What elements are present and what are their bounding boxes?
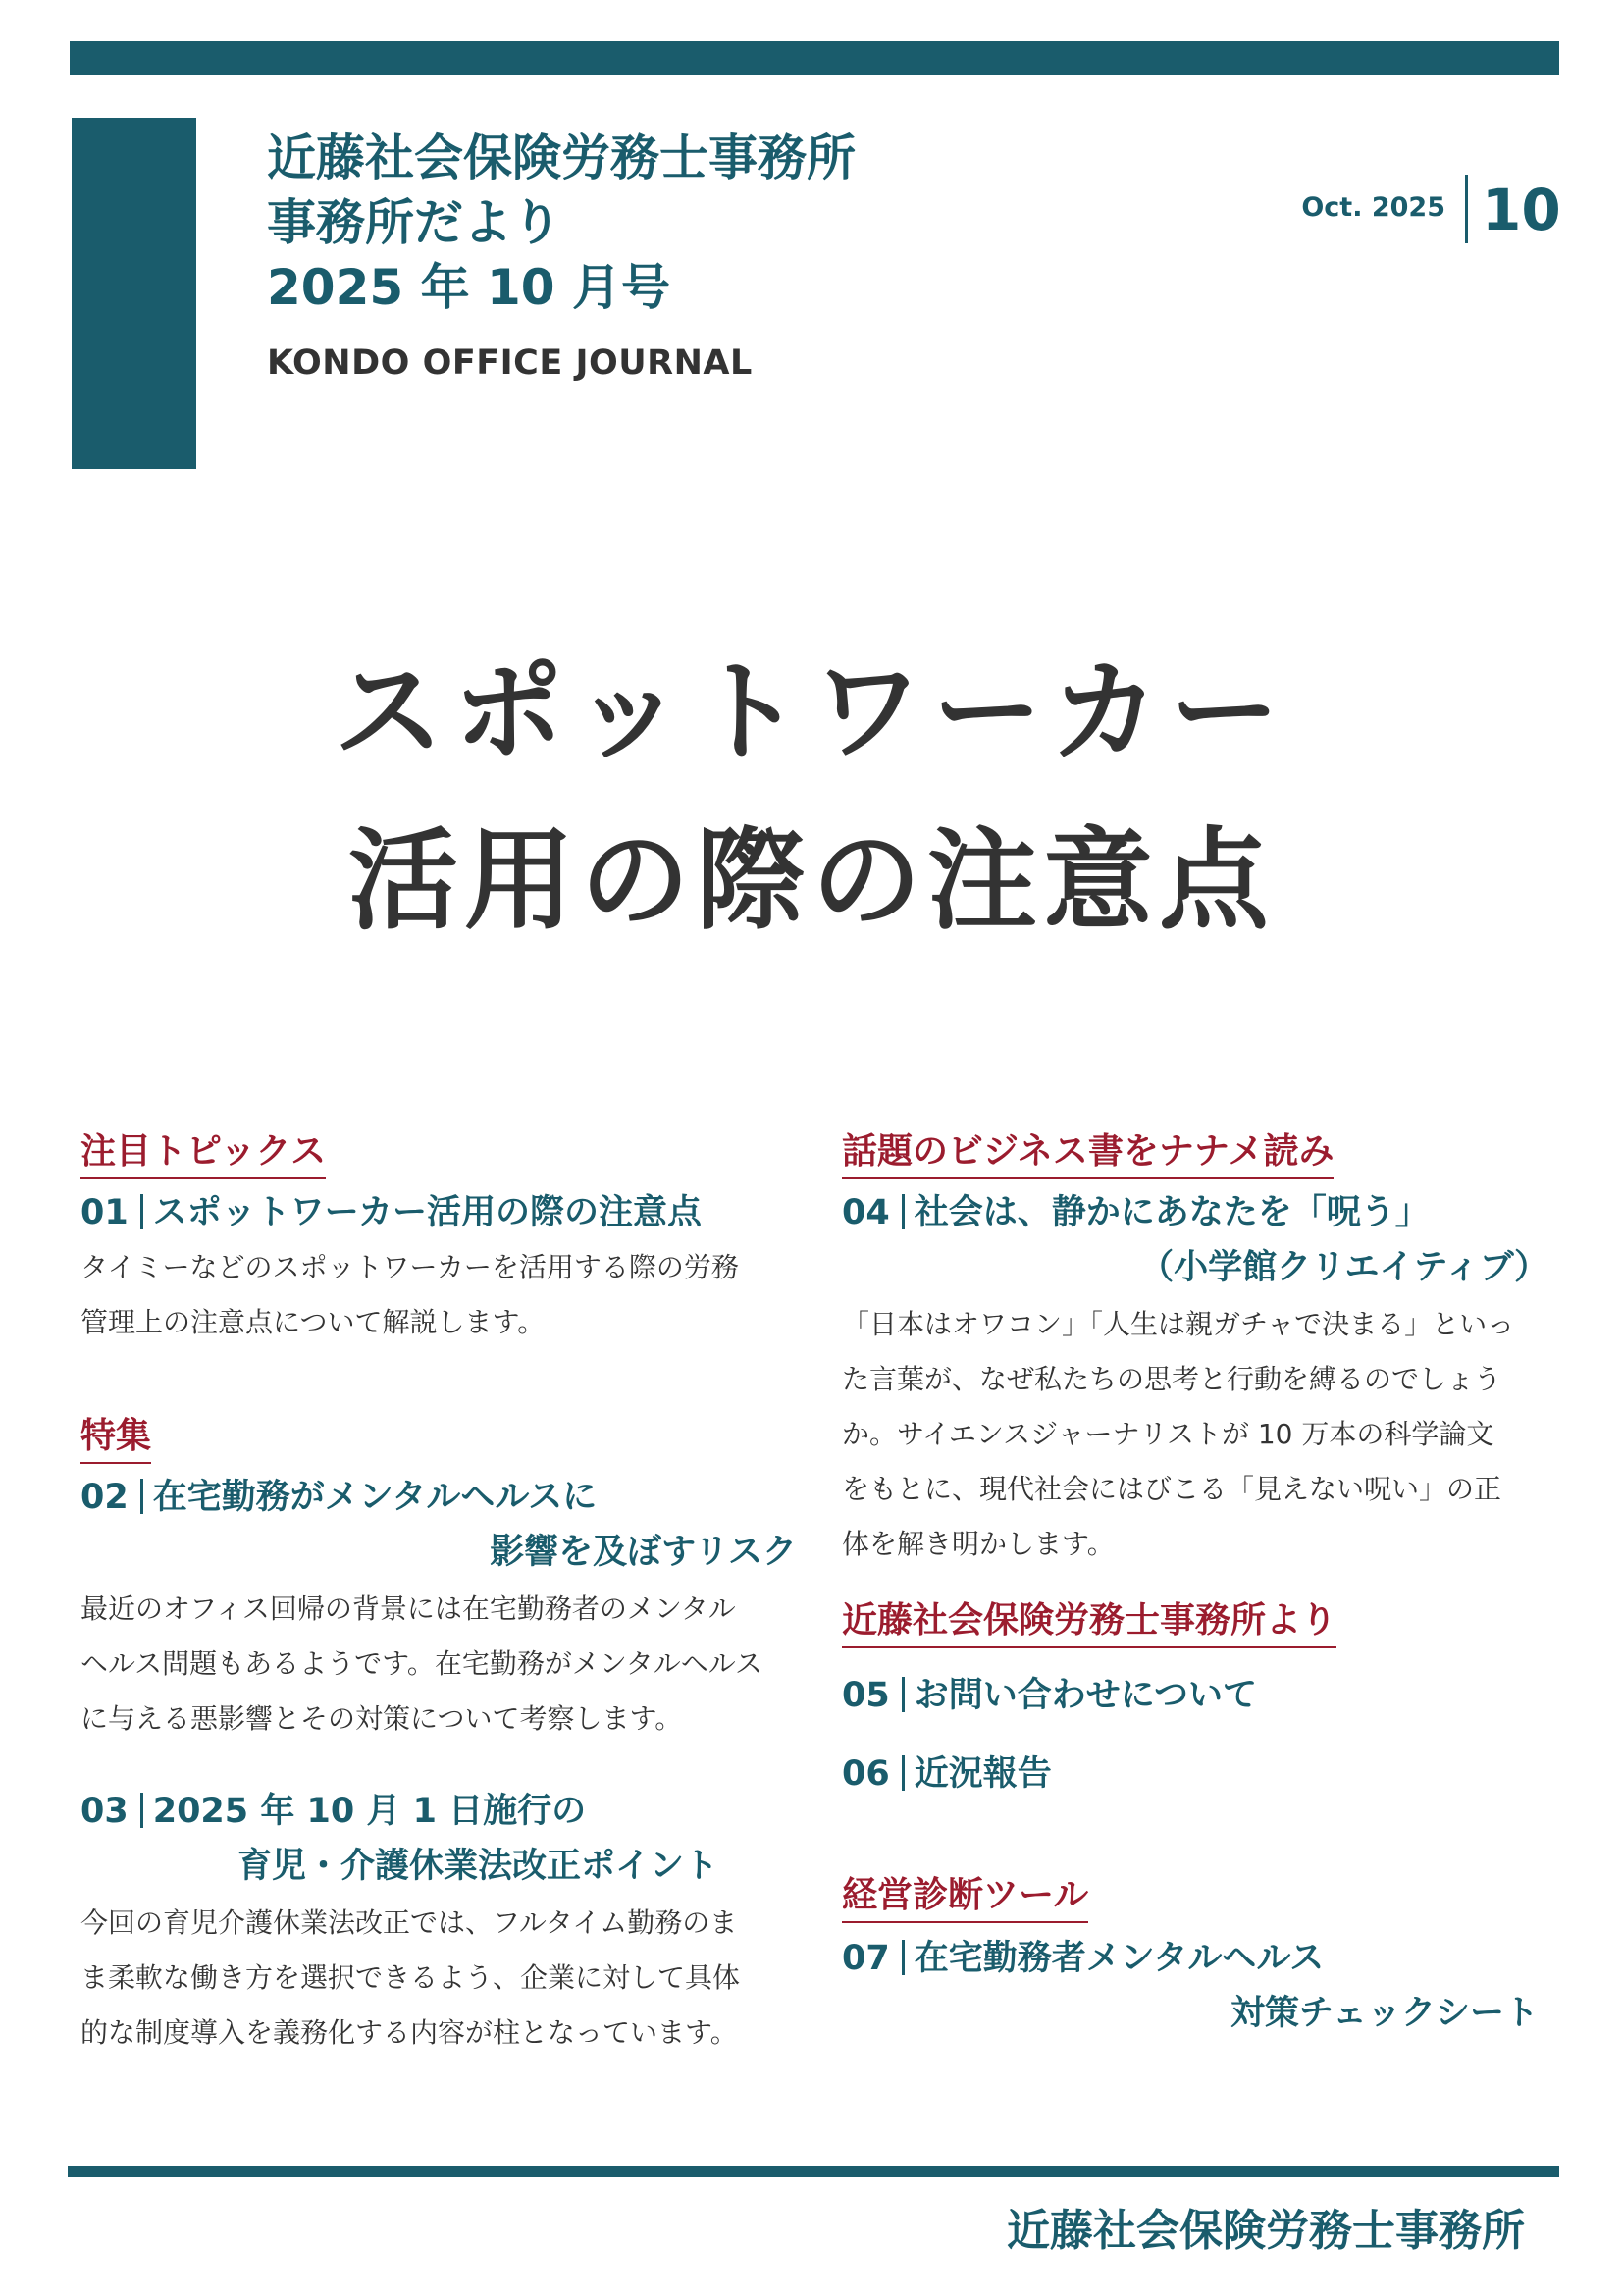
item-04-body bbox=[842, 1297, 1514, 1572]
item-divider bbox=[140, 1194, 143, 1229]
body-line: 管理上の注意点について解説します。 bbox=[80, 1306, 546, 1338]
tool-section bbox=[842, 1872, 1088, 1923]
hero-title-line1: スポットワーカー bbox=[334, 649, 1289, 776]
body-line: 体を解き明かします。 bbox=[842, 1528, 1115, 1560]
masthead-color-block bbox=[72, 118, 196, 469]
item-number: 04 bbox=[842, 1193, 890, 1232]
toc-item-03[interactable] bbox=[80, 1784, 586, 1839]
item-title: 2025 年 10 月 1 日施行の bbox=[152, 1792, 587, 1831]
toc-item-05[interactable] bbox=[842, 1668, 1257, 1723]
body-line: 最近のオフィス回帰の背景には在宅勤務者のメンタル bbox=[80, 1592, 736, 1625]
item-number: 06 bbox=[842, 1754, 890, 1794]
item-title: お問い合わせについて bbox=[914, 1676, 1258, 1715]
section-heading-books: 話題のビジネス書をナナメ読み bbox=[842, 1128, 1334, 1179]
item-03-title-line2: 育児・介護休業法改正ポイント bbox=[237, 1847, 719, 1886]
body-line: ヘルス問題もあるようです。在宅勤務がメンタルヘルス bbox=[80, 1647, 762, 1680]
section-heading-office-news: 近藤社会保険労務士事務所より bbox=[842, 1597, 1336, 1648]
hero-title-line2: 活用の際の注意点 bbox=[348, 817, 1275, 945]
issue-separator bbox=[1465, 175, 1468, 243]
item-title: スポットワーカー活用の際の注意点 bbox=[152, 1193, 703, 1232]
top-rule bbox=[70, 41, 1559, 75]
body-line: をもとに、現代社会にはびこる「見えない呪い」の正 bbox=[842, 1473, 1502, 1505]
masthead bbox=[267, 126, 856, 383]
item-07-title-line2: 対策チェックシート bbox=[1230, 1994, 1539, 2033]
item-title: 社会は、静かにあなたを「呪う」 bbox=[914, 1193, 1430, 1232]
item-number: 05 bbox=[842, 1676, 890, 1715]
toc-item-04[interactable] bbox=[842, 1185, 1430, 1240]
item-divider bbox=[902, 1940, 905, 1975]
newsletter-title: 事務所だより bbox=[267, 194, 561, 251]
body-line: 的な制度導入を義務化する内容が柱となっています。 bbox=[80, 2016, 738, 2049]
body-line: に与える悪影響とその対策について考察します。 bbox=[80, 1702, 683, 1735]
body-line: 今回の育児介護休業法改正では、フルタイム勤務のま bbox=[80, 1906, 738, 1939]
item-divider bbox=[902, 1194, 905, 1229]
item-number: 02 bbox=[80, 1478, 129, 1517]
item-number: 03 bbox=[80, 1792, 129, 1831]
item-02-body bbox=[80, 1582, 762, 1747]
issue-number: 10 bbox=[1482, 177, 1561, 243]
feature-section bbox=[80, 1413, 151, 1464]
item-divider bbox=[902, 1755, 905, 1791]
toc-item-01[interactable] bbox=[80, 1185, 702, 1240]
item-title: 在宅勤務がメンタルヘルスに bbox=[152, 1478, 598, 1517]
item-divider bbox=[140, 1479, 143, 1514]
section-heading-feature: 特集 bbox=[80, 1413, 151, 1464]
left-column bbox=[80, 1128, 797, 2061]
office-name: 近藤社会保険労務士事務所 bbox=[267, 130, 856, 186]
body-line: ま柔軟な働き方を選択できるよう、企業に対して具体 bbox=[80, 1961, 741, 1994]
footer-office-name: 近藤社会保険労務士事務所 bbox=[1007, 2206, 1525, 2256]
item-divider bbox=[902, 1677, 905, 1712]
issue-title: 2025 年 10 月号 bbox=[267, 259, 670, 316]
books-section bbox=[842, 1128, 1334, 1179]
item-title: 在宅勤務者メンタルヘルス bbox=[914, 1939, 1325, 1978]
item-number: 07 bbox=[842, 1939, 890, 1978]
bottom-rule bbox=[68, 2166, 1559, 2177]
body-line: た言葉が、なぜ私たちの思考と行動を縛るのでしょう bbox=[842, 1363, 1502, 1395]
section-heading-topics: 注目トピックス bbox=[80, 1128, 326, 1179]
item-03-body bbox=[80, 1896, 740, 2061]
topics-section bbox=[80, 1128, 326, 1179]
toc-item-07[interactable] bbox=[842, 1931, 1324, 1986]
item-04-publisher: （小学館クリエイティブ） bbox=[1139, 1248, 1548, 1287]
toc-item-06[interactable] bbox=[842, 1747, 1052, 1801]
item-number: 01 bbox=[80, 1193, 129, 1232]
item-title: 近況報告 bbox=[914, 1754, 1052, 1794]
item-02-title-line2: 影響を及ぼすリスク bbox=[490, 1533, 797, 1572]
right-column bbox=[842, 1128, 1548, 2061]
body-line: タイミーなどのスポットワーカーを活用する際の労務 bbox=[80, 1251, 739, 1283]
body-line: か。サイエンスジャーナリストが 10 万本の科学論文 bbox=[842, 1418, 1494, 1450]
toc-item-02[interactable] bbox=[80, 1470, 597, 1525]
office-news-section bbox=[842, 1597, 1336, 1648]
issue-date: Oct. 2025 bbox=[1301, 192, 1445, 223]
body-line: 「日本はオワコン」「人生は親ガチャで決まる」といっ bbox=[842, 1308, 1515, 1340]
item-01-body bbox=[80, 1240, 739, 1350]
journal-name: KONDO OFFICE JOURNAL bbox=[267, 343, 753, 383]
item-divider bbox=[140, 1793, 143, 1828]
section-heading-tool: 経営診断ツール bbox=[842, 1872, 1088, 1923]
